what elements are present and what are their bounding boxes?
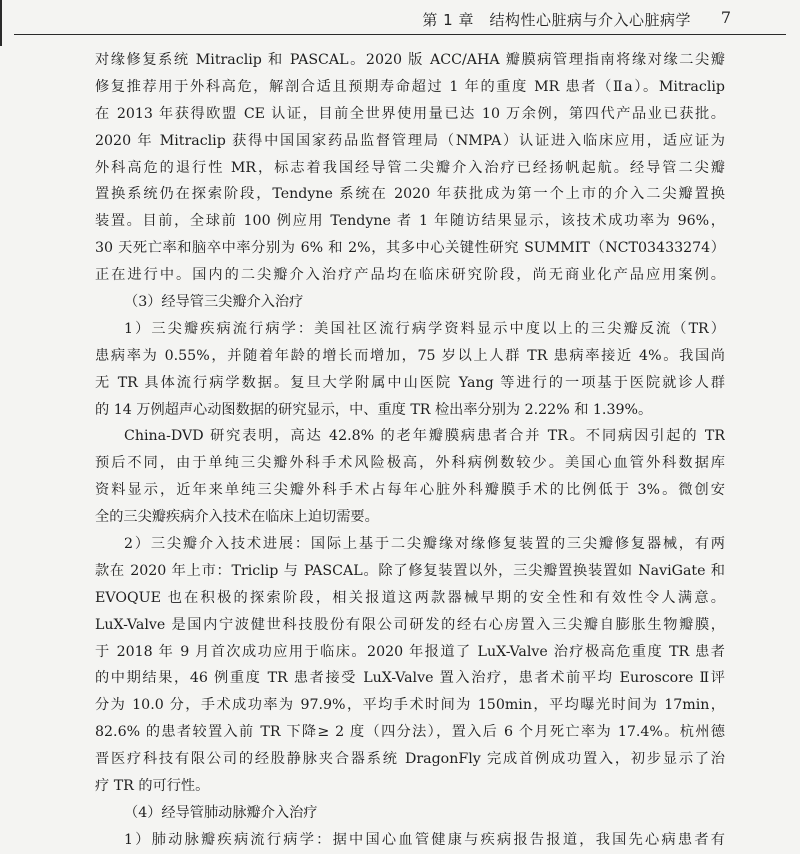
margin-rule [0,0,2,46]
text-line: 在 2013 年获得欧盟 CE 认证，目前全世界使用量已达 10 万余例，第四代产品业已获批。 [95,105,725,122]
text-line: 预后不同，由于单纯三尖瓣外科手术风险极高，外科病例数较少。美国心血管外科数据库 [95,455,725,472]
text-line: 分为 10.0 分，手术成功率为 97.9%，平均手术时间为 150min，平均曝光时间为 17min， [95,697,725,714]
chapter-title: 第 1 章 结构性心脏病与介入心脏病学 [422,11,691,29]
section-heading: （3）经导管三尖瓣介入治疗 [124,294,304,311]
text-line: 2020 年 Mitraclip 获得中国国家药品监督管理局（NMPA）认证进入临床应用，适应证为 [95,132,725,149]
text-line: EVOQUE 也在积极的探索阶段，相关报道这两款器械早期的安全性和有效性令人满意。 [95,589,725,606]
text-line: 1）肺动脉瓣疾病流行病学：据中国心血管健康与疾病报告报道，我国先心病患者有 [124,831,725,848]
running-header [14,0,786,35]
text-line: 30 天死亡率和脑卒中率分别为 6% 和 2%，其多中心关键性研究 SUMMIT（NCT03433274） [95,240,725,257]
text-line: LuX-Valve 是国内宁波健世科技股份有限公司研发的经右心房置入三尖瓣自膨胀生物瓣膜， [95,616,725,633]
text-line: 正在进行中。国内的二尖瓣介入治疗产品均在临床研究阶段，尚无商业化产品应用案例。 [95,267,725,284]
section-heading: （4）经导管肺动脉瓣介入治疗 [124,804,318,821]
text-line: 1）三尖瓣疾病流行病学：美国社区流行病学资料显示中度以上的三尖瓣反流（TR） [124,320,725,337]
text-line: 2）三尖瓣介入技术进展：国际上基于二尖瓣缘对缘修复装置的三尖瓣修复器械，有两 [124,536,725,553]
page-number: 7 [720,8,731,27]
text-line: 82.6% 的患者较置入前 TR 下降≥ 2 度（四分法），置入后 6 个月死亡率为 17.4%。杭州德 [95,724,725,741]
body-text [95,47,725,854]
text-line: 患病率为 0.55%，并随着年龄的增长而增加，75 岁以上人群 TR 患病率接近 4%。我国尚 [95,347,725,364]
text-line: 对缘修复系统 Mitraclip 和 PASCAL。2020 版 ACC/AHA 瓣膜病管理指南将缘对缘二尖瓣 [95,52,725,68]
text-line: 的中期结果，46 例重度 TR 患者接受 LuX-Valve 置入治疗，患者术前平均 Euroscore Ⅱ评 [95,670,725,687]
text-line: China-DVD 研究表明，高达 42.8% 的老年瓣膜病患者合并 TR。不同病因引起的 TR [124,428,725,445]
text-line: 晋医疗科技有限公司的经股静脉夹合器系统 DragonFly 完成首例成功置入，初步显示了治 [95,751,725,768]
text-line: 装置。目前，全球前 100 例应用 Tendyne 者 1 年随访结果显示，该技术成功率为 96%， [95,213,725,230]
text-line: 修复推荐用于外科高危，解剖合适且预期寿命超过 1 年的重度 MR 患者（Ⅱa）。Mitraclip [95,78,725,95]
text-line: 全的三尖瓣疾病介入技术在临床上迫切需要。 [95,509,379,526]
text-line: 外科高危的退行性 MR，标志着我国经导管二尖瓣介入治疗已经扬帆起航。经导管二尖瓣 [95,159,725,176]
text-line: 疗 TR 的可行性。 [95,778,210,795]
text-line: 无 TR 具体流行病学数据。复旦大学附属中山医院 Yang 等进行的一项基于医院就诊人群 [95,374,725,391]
text-line: 置换系统仍在探索阶段，Tendyne 系统在 2020 年获批成为第一个上市的介入二尖瓣置换 [95,186,725,203]
text-line: 的 14 万例超声心动图数据的研究显示，中、重度 TR 检出率分别为 2.22% 和 1.39%。 [95,401,653,418]
text-line: 款在 2020 年上市：Triclip 与 PASCAL。除了修复装置以外，三尖瓣置换装置如 NaviGate 和 [95,562,725,579]
text-line: 于 2018 年 9 月首次成功应用于临床。2020 年报道了 LuX-Valve 治疗极高危重度 TR 患者 [95,643,725,660]
text-line: 资料显示，近年来单纯三尖瓣外科手术占每年心脏外科瓣膜手术的比例低于 3%。微创安 [95,482,725,499]
